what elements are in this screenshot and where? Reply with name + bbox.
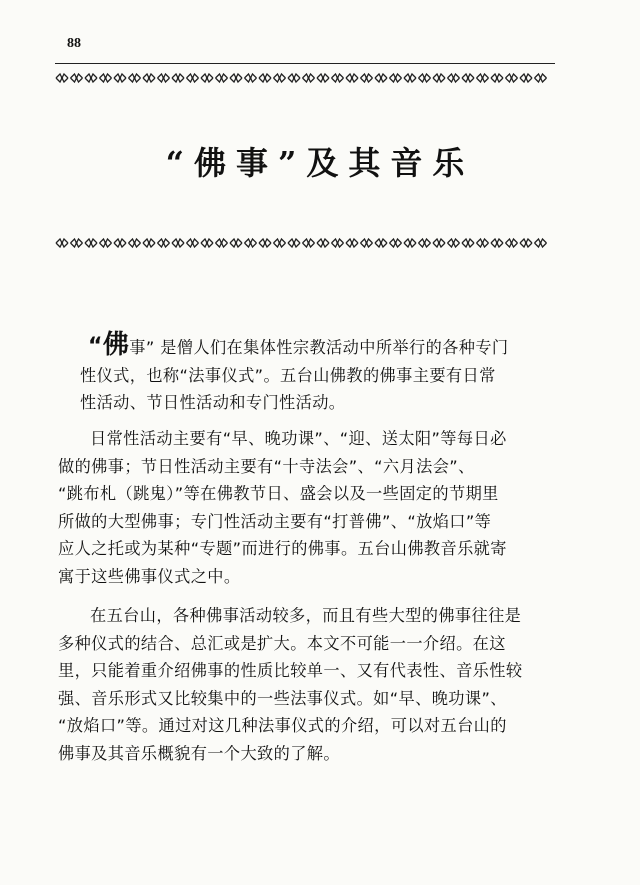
ornament-dot	[177, 242, 179, 244]
ornament-dot	[438, 242, 440, 244]
ornament-dot	[90, 242, 92, 244]
ornament-dot	[220, 77, 222, 79]
ornament-dot	[104, 242, 106, 244]
paragraph-3-line-5: “放焰口”等。通过对这几种法事仪式的介绍，可以对五台山的	[58, 716, 507, 735]
paragraph-3-line-1: 在五台山，各种佛事活动较多，而且有些大型的佛事往往是	[90, 606, 522, 625]
ornament-dot	[336, 77, 338, 79]
ornament-dot	[467, 77, 469, 79]
ornament-dot	[496, 77, 498, 79]
paragraph-2-line-1: 日常性活动主要有“早、晚功课”、“迎、送太阳”等每日必	[90, 429, 507, 448]
ornament-dot	[525, 242, 527, 244]
ornament-dot	[452, 242, 454, 244]
ornament-dot	[423, 77, 425, 79]
ornament-dot	[467, 242, 469, 244]
paragraph-3	[58, 602, 558, 767]
paragraph-3-line-4: 强、音乐形式又比较集中的一些法事仪式。如“早、晚功课”、	[58, 688, 507, 708]
lead-rest: 事”	[129, 338, 155, 357]
ornament-dot	[104, 77, 106, 79]
ornament-dot	[452, 77, 454, 79]
ornament-dot	[496, 242, 498, 244]
ornament-dot	[380, 77, 382, 79]
ornament-dot	[177, 77, 179, 79]
bottom-ornament-border	[55, 236, 555, 250]
ornament-dot	[525, 77, 527, 79]
ornament-dot	[61, 242, 63, 244]
top-ornament-border	[55, 71, 555, 85]
ornament-dot	[206, 77, 208, 79]
paragraph-line	[88, 332, 558, 362]
paragraph-3-line-3: 里，只能着重介绍佛事的性质比较单一、又有代表性、音乐性较	[58, 661, 523, 680]
ornament-dot	[394, 242, 396, 244]
ornament-dot	[322, 77, 324, 79]
paragraph-2-line-2: 做的佛事；节日性活动主要有“十寺法会”、“六月法会”、	[58, 456, 475, 476]
ornament-dot	[278, 242, 280, 244]
ornament-dot	[409, 77, 411, 79]
ornament-dot	[235, 242, 237, 244]
ornament-dot	[235, 77, 237, 79]
paragraph-1-line-1: 是僧人们在集体性宗教活动中所举行的各种专门	[160, 338, 509, 357]
ornament-dot	[510, 242, 512, 244]
ornament-dot	[119, 242, 121, 244]
ornament-dot	[264, 77, 266, 79]
ornament-dot	[249, 242, 251, 244]
ornament-dot	[307, 77, 309, 79]
paragraph-2	[58, 425, 558, 590]
page-number: 88	[67, 36, 81, 51]
paragraph-2-line-5: 应人之托或为某种“专题”而进行的佛事。五台山佛教音乐就寄	[58, 539, 507, 558]
ornament-dot	[481, 242, 483, 244]
ornament-dot	[148, 77, 150, 79]
ornament-dot	[351, 242, 353, 244]
ornament-dot	[148, 242, 150, 244]
paragraph-3-line-6: 佛事及其音乐概貌有一个大致的了解。	[58, 743, 340, 763]
ornament-dot	[191, 77, 193, 79]
ornament-dot	[423, 242, 425, 244]
ornament-dot	[90, 77, 92, 79]
ornament-dot	[206, 242, 208, 244]
ornament-dot	[264, 242, 266, 244]
ornament-dot	[365, 77, 367, 79]
ornament-dot	[539, 77, 541, 79]
paragraph-1	[80, 330, 558, 417]
ornament-dot	[336, 242, 338, 244]
ornament-dot	[133, 77, 135, 79]
ornament-dot	[438, 77, 440, 79]
ornament-dot	[351, 77, 353, 79]
ornament-dot	[539, 242, 541, 244]
lead-open-quote: “	[88, 334, 103, 359]
ornament-dot	[510, 77, 512, 79]
paragraph-3-line-2: 多种仪式的结合、总汇或是扩大。本文不可能一一介绍。在这	[58, 633, 506, 653]
ornament-dot	[394, 77, 396, 79]
ornament-dot	[162, 242, 164, 244]
paragraph-1-line-3: 性活动、节日性活动和专门性活动。	[80, 393, 346, 412]
ornament-dot	[61, 77, 63, 79]
ornament-dot	[133, 242, 135, 244]
ornament-dot	[293, 77, 295, 79]
ornament-dot	[191, 242, 193, 244]
paragraph-2-line-3: “跳布札（跳鬼）”等在佛教节日、盛会以及一些固定的节期里	[58, 484, 499, 503]
ornament-dot	[75, 242, 77, 244]
ornament-dot	[75, 77, 77, 79]
ornament-dot	[409, 242, 411, 244]
top-rule	[55, 63, 555, 64]
ornament-dot	[293, 242, 295, 244]
ornament-dot	[307, 242, 309, 244]
chapter-title: “佛事”及其音乐	[165, 144, 475, 182]
ornament-dot	[119, 77, 121, 79]
ornament-dot	[249, 77, 251, 79]
ornament-dot	[365, 242, 367, 244]
ornament-dot	[220, 242, 222, 244]
paragraph-2-line-4: 所做的大型佛事；专门性活动主要有“打普佛”、“放焰口”等	[58, 511, 492, 531]
ornament-dot	[322, 242, 324, 244]
ornament-dot	[380, 242, 382, 244]
paragraph-2-line-6: 寓于这些佛事仪式之中。	[58, 566, 241, 586]
lead-big-character: 佛	[102, 330, 130, 360]
ornament-dot	[481, 77, 483, 79]
ornament-dot	[162, 77, 164, 79]
ornament-dot	[278, 77, 280, 79]
paragraph-1-line-2: 性仪式，也称“法事仪式”。五台山佛教的佛事主要有日常	[80, 365, 496, 385]
